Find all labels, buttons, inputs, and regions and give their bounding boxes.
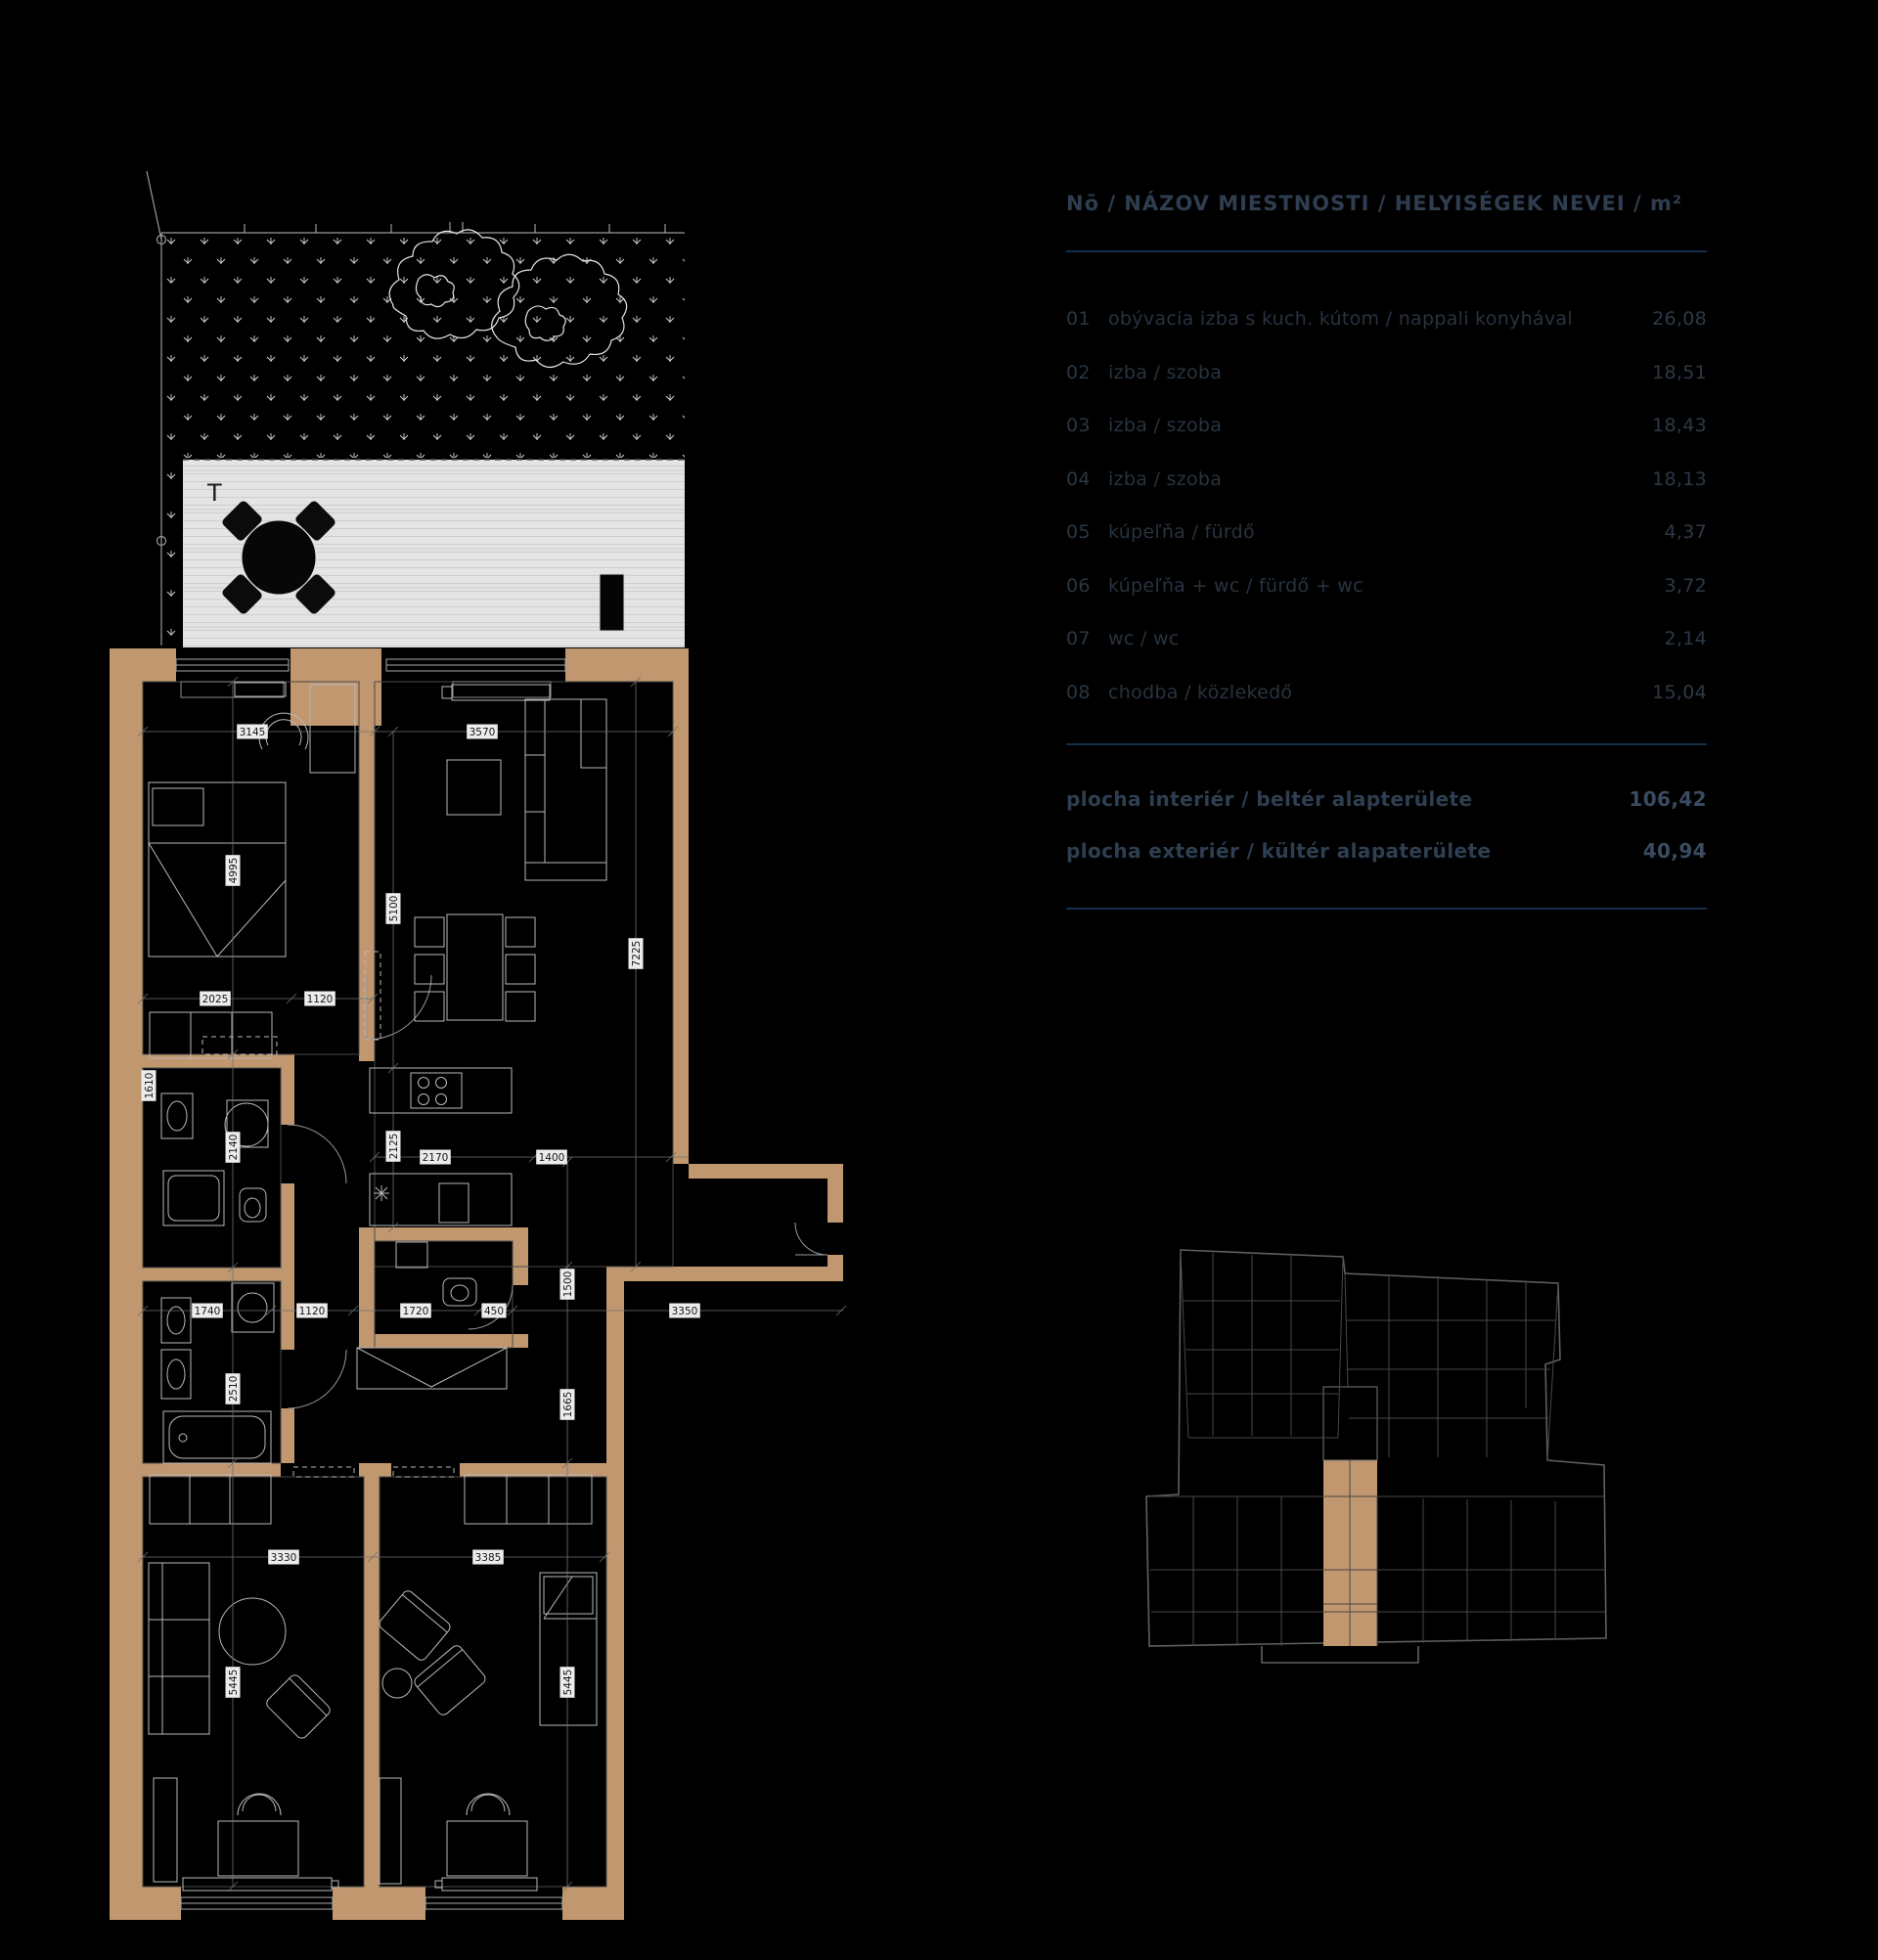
room-name: izba / szoba: [1108, 468, 1223, 490]
single-bed-icon: [540, 1573, 597, 1725]
dimension-badge: [400, 1304, 431, 1318]
dimension-badge: [296, 1304, 328, 1318]
room-number: 06: [1066, 574, 1091, 597]
svg-text:1400: 1400: [538, 1152, 565, 1164]
dimension-badge: [304, 992, 335, 1006]
svg-text:1665: 1665: [562, 1391, 574, 1418]
dimension-badge: [226, 1667, 241, 1698]
room04-furniture: [149, 1563, 338, 1891]
dimension-badge: [142, 1070, 156, 1101]
svg-text:3570: 3570: [469, 727, 496, 738]
svg-text:5445: 5445: [562, 1669, 574, 1696]
room-name: izba / szoba: [1108, 361, 1223, 383]
room-area: 3,72: [1664, 574, 1707, 597]
svg-text:2170: 2170: [422, 1152, 449, 1164]
svg-text:2125: 2125: [388, 1133, 400, 1160]
dimension-badge: [472, 1550, 504, 1565]
coffee-table-icon: [447, 760, 501, 815]
svg-text:1740: 1740: [194, 1306, 221, 1317]
terrace: [183, 460, 685, 651]
room-area: 18,13: [1652, 468, 1707, 490]
room-number: 03: [1066, 415, 1091, 437]
dimension-badge: [467, 725, 498, 739]
room03-furniture: [378, 1573, 597, 1891]
bathroom-upper-icons: [161, 1093, 268, 1225]
sofa-icon: [525, 699, 606, 880]
svg-text:450: 450: [483, 1306, 505, 1317]
room-name: kúpeľňa + wc / fürdő + wc: [1108, 574, 1364, 597]
total-label: plocha exteriér / kültér alapaterülete: [1066, 838, 1492, 863]
svg-text:4995: 4995: [228, 857, 240, 884]
room-row: [1066, 346, 1707, 400]
room-number: 08: [1066, 681, 1091, 703]
svg-text:1120: 1120: [298, 1306, 326, 1317]
dimension-badge: [629, 938, 644, 969]
room-area: 4,37: [1664, 521, 1707, 544]
dimension-badge: [226, 1373, 241, 1404]
room-name: obývacia izba s kuch. kútom / nappali konyhával: [1108, 308, 1573, 331]
dimension-badge: [420, 1150, 451, 1165]
svg-text:2510: 2510: [228, 1375, 240, 1403]
svg-text:7225: 7225: [631, 940, 643, 967]
dimension-badge: [560, 1269, 575, 1300]
room-area: 18,43: [1652, 415, 1707, 437]
dimension-badge: [386, 1131, 401, 1162]
area-totals: [1066, 773, 1707, 876]
dimension-badge: [268, 1550, 299, 1565]
room-name: chodba / közlekedő: [1108, 681, 1293, 703]
svg-text:1120: 1120: [306, 994, 334, 1005]
room-area: 15,04: [1652, 681, 1707, 703]
planter-icon: [600, 574, 624, 631]
room-area: 2,14: [1664, 628, 1707, 650]
dining-table-icon: [415, 914, 535, 1021]
room-number: 04: [1066, 468, 1091, 490]
kitchen-counter-icon: [365, 952, 512, 1225]
svg-text:5445: 5445: [228, 1669, 240, 1696]
svg-text:5100: 5100: [388, 895, 400, 922]
room-area: 18,51: [1652, 361, 1707, 383]
svg-text:2140: 2140: [228, 1134, 240, 1161]
room-name: izba / szoba: [1108, 415, 1223, 437]
room-number: 07: [1066, 628, 1091, 650]
room-number: 05: [1066, 521, 1091, 544]
dimension-badge: [192, 1304, 223, 1318]
room-number: 01: [1066, 308, 1091, 331]
svg-text:3350: 3350: [671, 1306, 698, 1317]
wc-icons: [396, 1242, 476, 1306]
room-name: kúpeľňa / fürdő: [1108, 521, 1255, 544]
divider-top: [1066, 250, 1707, 252]
room-name: wc / wc: [1108, 628, 1180, 650]
svg-text:2025: 2025: [201, 994, 229, 1005]
room-table-rows: [1066, 292, 1707, 719]
dimension-badge: [226, 855, 241, 886]
dimension-badge: [386, 893, 401, 924]
room-number: 02: [1066, 361, 1091, 383]
room-row: [1066, 292, 1707, 346]
room-table-header: Nō / NÁZOV MIESTNOSTI / HELYISÉGEK NEVEI / m²: [1066, 192, 1683, 215]
room-row: [1066, 666, 1707, 720]
tv-board-icon: [442, 685, 550, 700]
svg-text:3145: 3145: [239, 727, 266, 738]
svg-text:3385: 3385: [474, 1552, 502, 1564]
divider-bottom: [1066, 908, 1707, 910]
dimension-badge: [200, 992, 231, 1006]
room-row: [1066, 453, 1707, 507]
room-row: [1066, 399, 1707, 453]
total-row: [1066, 824, 1707, 876]
svg-text:1720: 1720: [402, 1306, 429, 1317]
dresser-icon: [150, 1012, 277, 1058]
dimension-badge: [669, 1304, 700, 1318]
svg-text:1500: 1500: [562, 1270, 574, 1298]
total-row: [1066, 773, 1707, 824]
site-plan: [1146, 1250, 1606, 1663]
dimension-badge: [481, 1304, 506, 1318]
boiler-icon: [374, 1185, 389, 1201]
dimension-badge: [237, 725, 268, 739]
svg-text:3330: 3330: [270, 1552, 297, 1564]
svg-text:1610: 1610: [144, 1072, 156, 1099]
total-value: 106,42: [1629, 786, 1707, 811]
room-row: [1066, 559, 1707, 613]
room-row: [1066, 506, 1707, 559]
total-value: 40,94: [1642, 838, 1707, 863]
dimension-lines: [138, 677, 846, 1892]
room-area: 26,08: [1652, 308, 1707, 331]
bed-icon: [149, 782, 286, 957]
divider-middle: [1066, 743, 1707, 745]
terrace-label: T: [207, 479, 222, 507]
dimension-badge: [560, 1389, 575, 1420]
total-label: plocha interiér / beltér alapterülete: [1066, 786, 1473, 811]
room-row: [1066, 612, 1707, 666]
dimension-badge: [536, 1150, 567, 1165]
dimension-badge: [226, 1132, 241, 1163]
dimension-badge: [560, 1667, 575, 1698]
